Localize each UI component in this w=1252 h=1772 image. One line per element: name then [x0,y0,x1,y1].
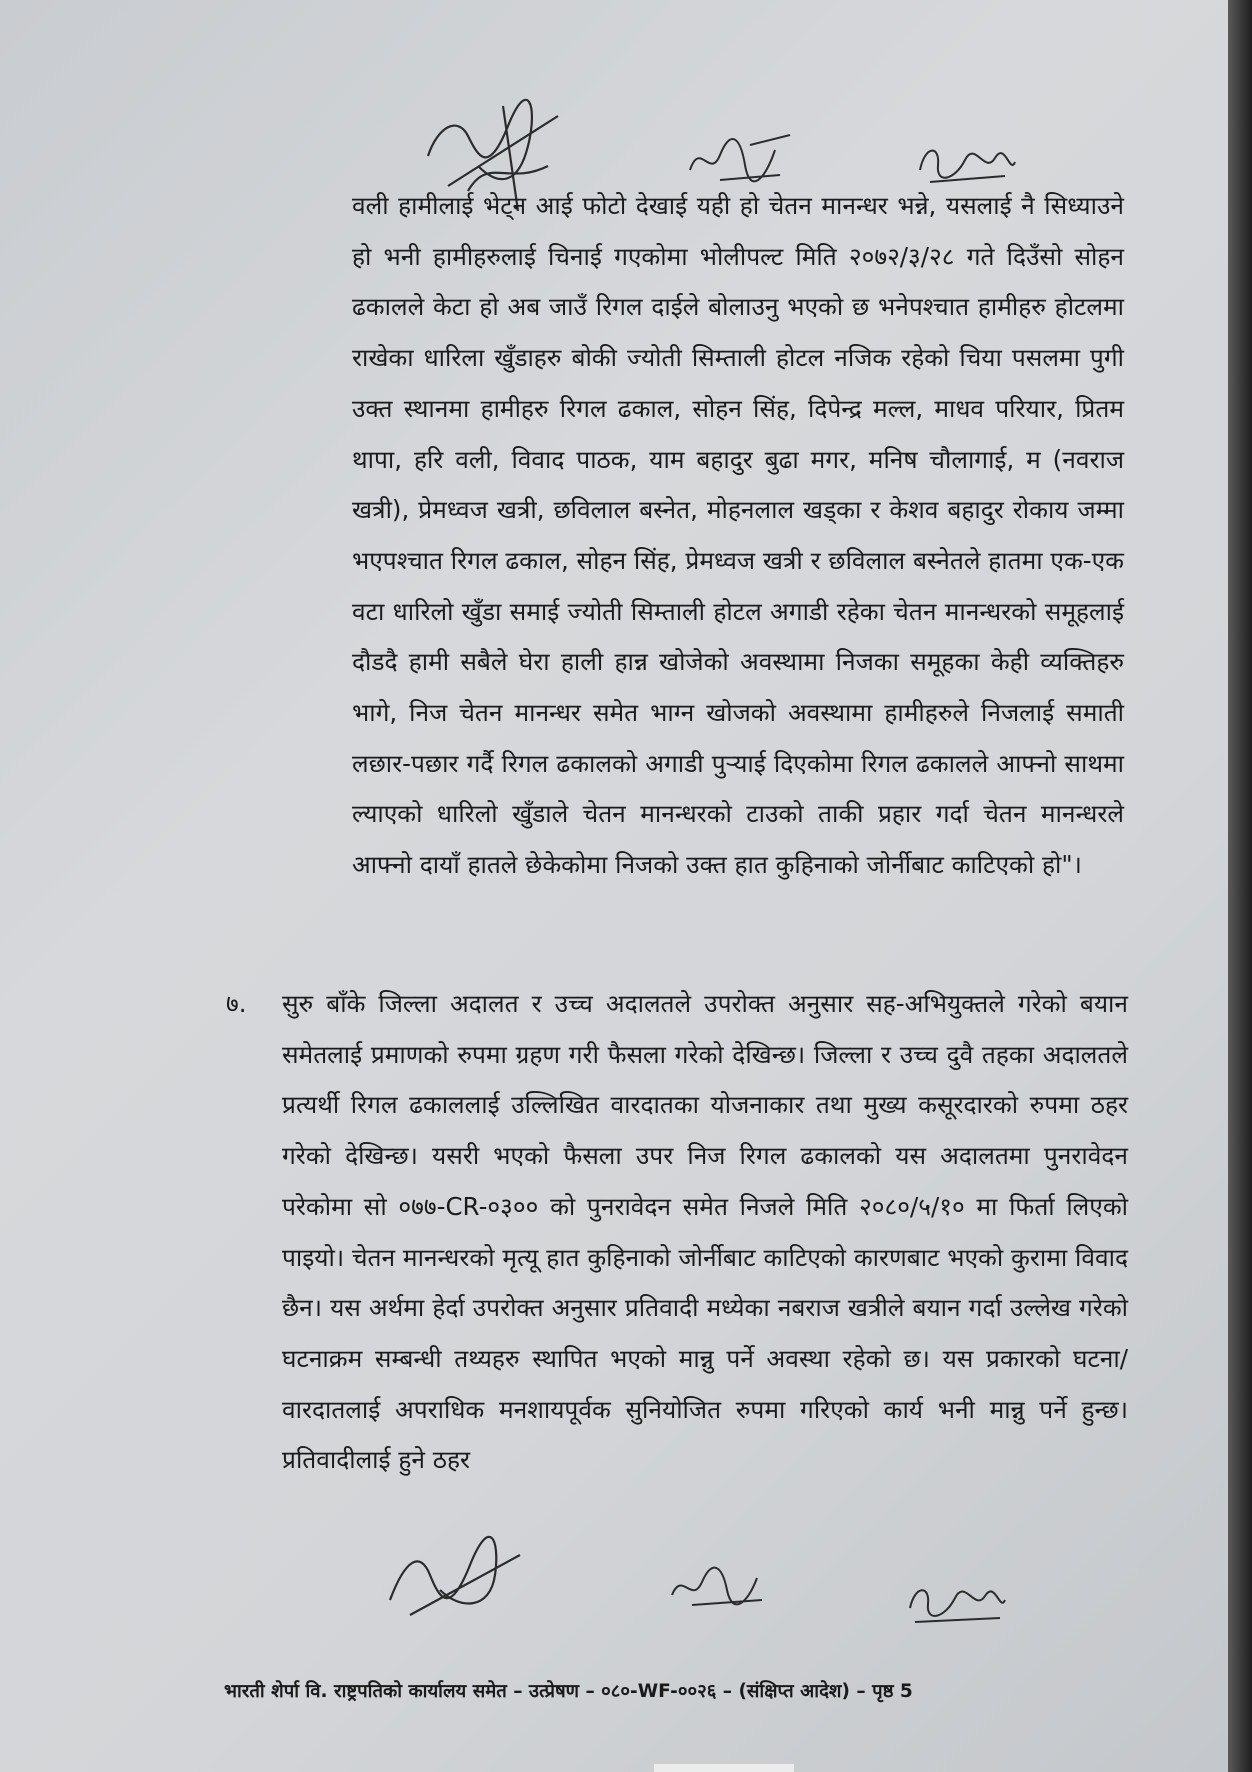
page-edge-shadow [1228,0,1252,1772]
signature-bottom-right [900,1580,1010,1630]
paragraph-7 [226,979,1128,1486]
page-footer: भारती शेर्पा वि. राष्ट्रपतिको कार्यालय समेत – उत्प्रेषण – ०८०-WF-००२६ – (संक्षिप्त आदेश) – पृष्ठ 5 [224,1681,913,1702]
paragraph-7-text: सुरु बाँके जिल्ला अदालत र उच्च अदालतले उपरोक्त अनुसार सह-अभियुक्तले गरेको बयान समेतलाई प्रमाणको रुपमा ग्रहण गरी फैसला गरेको देखिन्छ। जिल्ला र उच्च दुवै तहका अदालतले प्रत्यर्थी रिगल ढकाललाई उल्लिखित वारदातका योजनाकार तथा मुख्य कसूरदारको रुपमा ठहर गरेको देखिन्छ। यसरी भएको फैसला उपर निज रिगल ढकालको यस अदालतमा पुनरावेदन परेकोमा सो ०७७-CR-०३०० को पुनरावेदन समेत निजले मिति २०८०/५/१० मा फिर्ता लिएको पाइयो। चेतन मानन्धरको मृत्यू हात कुहिनाको जोर्नीबाट काटिएको कारणबाट भएको कुरामा विवाद छैन। यस अर्थमा हेर्दा उपरोक्त अनुसार प्रतिवादी मध्येका नबराज खत्रीले बयान गर्दा उल्लेख गरेको घटनाक्रम सम्बन्धी तथ्यहरु स्थापित भएको मान्नु पर्ने अवस्था रहेको छ। यस प्रकारको घटना/वारदातलाई अपराधिक मनशायपूर्वक सुनियोजित रुपमा गरिएको कार्य भनी मान्नु पर्ने हुन्छ। प्रतिवादीलाई हुने ठहर [282,989,1128,1475]
signature-bottom-middle [662,1560,772,1610]
paragraph-continuation: वली हामीलाई भेट्न आई फोटो देखाई यही हो चेतन मानन्धर भन्ने, यसलाई नै सिध्याउने हो भनी हामीहरुलाई चिनाई गएकोमा भोलीपल्ट मिति २०७२/३/२८ गते दिउँसो सोहन ढकालले केटा हो अब जाउँ रिगल दाईले बोलाउनु भएको छ भनेपश्चात हामीहरु होटलमा राखेका धारिला खुँडाहरु बोकी ज्योती सिम्ताली होटल नजिक रहेको चिया पसलमा पुगी उक्त स्थानमा हामीहरु रिगल ढकाल, सोहन सिंह, दिपेन्द्र मल्ल, माधव परियार, प्रितम थापा, हरि वली, विवाद पाठक, याम बहादुर बुढा मगर, मनिष चौलागाई, म (नवराज खत्री), प्रेमध्वज खत्री, छविलाल बस्नेत, मोहनलाल खड्का र केशव बहादुर रोकाय जम्मा भएपश्चात रिगल ढकाल, सोहन सिंह, प्रेमध्वज खत्री र छविलाल बस्नेतले हातमा एक-एक वटा धारिलो खुँडा समाई ज्योती सिम्ताली होटल अगाडी रहेका चेतन मानन्धरको समूहलाई दौडदै हामी सबैले घेरा हाली हान्न खोजेको अवस्थामा निजका समूहका केही व्यक्तिहरु भागे, निज चेतन मानन्धर समेत भाग्न खोजको अवस्थामा हामीहरुले निजलाई समाती लछार-पछार गर्दै रिगल ढकालको अगाडी पुर्‍याई दिएकोमा रिगल ढकालले आफ्नो साथमा ल्याएको धारिलो खुँडाले चेतन मानन्धरको टाउको ताकी प्रहार गर्दा चेतन मानन्धरले आफ्नो दायाँ हातले छेकेकोमा निजको उक्त हात कुहिनाको जोर्नीबाट काटिएको हो"। [352,191,1124,880]
signature-bottom-left [380,1530,530,1620]
paragraph-7-number: ७. [226,989,247,1018]
paper-corner [654,1764,794,1772]
